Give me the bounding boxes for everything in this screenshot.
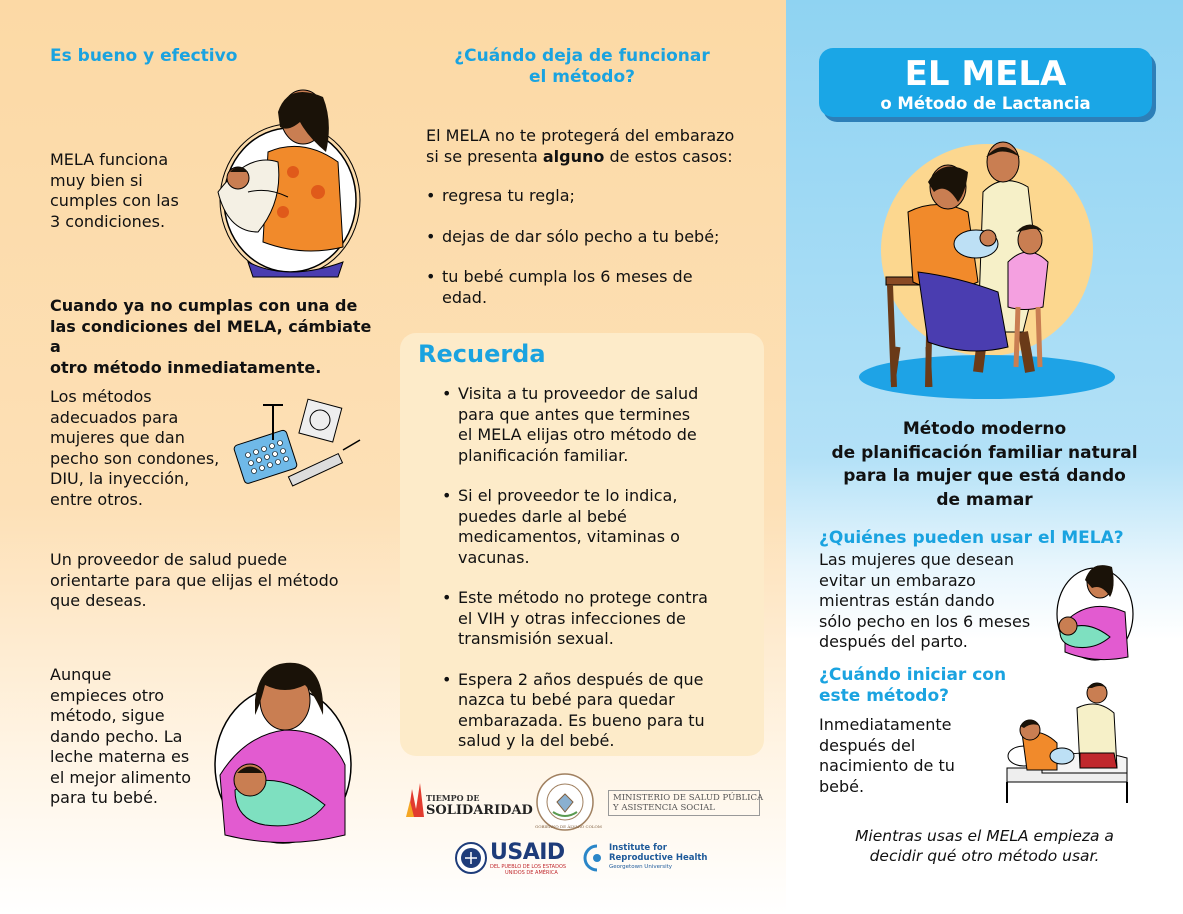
when-to-start-heading bbox=[819, 665, 1006, 707]
text-line: otro método inmediatamente. bbox=[50, 357, 322, 377]
logo-text: Georgetown University bbox=[609, 864, 673, 870]
text-line: después del parto. bbox=[819, 632, 968, 651]
suitable-methods-text bbox=[50, 387, 240, 510]
text-line: empieces otro bbox=[50, 685, 165, 705]
text-line: edad. bbox=[442, 287, 488, 307]
text-line: puedes darle al bebé bbox=[458, 506, 627, 526]
text-line: para tu bebé. bbox=[50, 788, 159, 807]
list-item bbox=[442, 670, 752, 752]
heading-line: ¿Cuándo iniciar con bbox=[819, 665, 1007, 685]
hospital-birth-illustration bbox=[1002, 678, 1132, 810]
text-line: • dejas de dar sólo pecho a tu bebé; bbox=[442, 226, 720, 246]
text-line: DIU, la inyección, bbox=[50, 469, 190, 488]
when-to-start-text bbox=[819, 715, 989, 797]
tagline bbox=[786, 418, 1183, 512]
text-line: mientras están dando bbox=[819, 591, 995, 610]
text-line: MELA funciona bbox=[50, 150, 169, 169]
text-line: Inmediatamente bbox=[819, 715, 952, 734]
tiempo-de-solidaridad-logo bbox=[404, 775, 533, 827]
usaid-wordmark: USAID bbox=[490, 840, 565, 865]
text-line: de planificación familiar natural bbox=[831, 442, 1138, 463]
left-heading: Es bueno y efectivo bbox=[50, 46, 238, 66]
page-subtitle: o Método de Lactancia bbox=[880, 94, 1091, 113]
bold-word: alguno bbox=[542, 146, 605, 166]
stops-working-heading bbox=[400, 46, 764, 88]
who-can-use-heading: ¿Quiénes pueden usar el MELA? bbox=[819, 528, 1124, 548]
footer-note bbox=[786, 826, 1183, 866]
text-line: sólo pecho en los 6 meses bbox=[819, 611, 1031, 631]
text-line: • Si el proveedor te lo indica, bbox=[458, 486, 678, 505]
recuerda-list bbox=[442, 384, 752, 752]
text-line: • Espera 2 años después de que bbox=[458, 669, 704, 689]
text-line: Las mujeres que desean bbox=[819, 550, 1014, 569]
logo-text: DEL PUEBLO DE LOS ESTADOS bbox=[490, 864, 567, 870]
text-line: Método moderno bbox=[902, 419, 1067, 439]
text-line: Aunque bbox=[50, 665, 112, 684]
title-box bbox=[819, 48, 1152, 117]
list-item bbox=[442, 384, 752, 466]
text-line: 3 condiciones. bbox=[50, 211, 166, 231]
list-item bbox=[442, 486, 752, 568]
text-line: muy bien si bbox=[50, 170, 143, 190]
list-item bbox=[442, 588, 752, 650]
mother-with-sling-illustration bbox=[208, 82, 358, 282]
text-line: • Visita a tu proveedor de salud bbox=[458, 384, 699, 403]
text-line bbox=[426, 147, 766, 168]
text-line: mujeres que dan bbox=[50, 428, 185, 447]
contraceptives-illustration bbox=[228, 395, 363, 500]
text-line: evitar un embarazo bbox=[819, 570, 976, 590]
text-line: embarazada. Es bueno para tu bbox=[458, 710, 705, 730]
list-item bbox=[426, 186, 766, 207]
text-line: pecho son condones, bbox=[50, 448, 220, 468]
text-span: de estos casos: bbox=[604, 146, 733, 166]
small-breastfeeding-illustration bbox=[1050, 552, 1135, 664]
text-line: decidir qué otro método usar. bbox=[869, 847, 1100, 865]
text-line: método, sigue bbox=[50, 706, 165, 725]
text-line: dando pecho. La bbox=[50, 726, 183, 746]
text-line: El MELA no te protegerá del embarazo bbox=[426, 126, 735, 145]
ministerio-salud-logo bbox=[608, 790, 764, 816]
logo-text: MINISTERIO DE SALUD PÚBLICA bbox=[613, 793, 764, 803]
keep-breastfeeding-text bbox=[50, 665, 210, 809]
text-line: para la mujer que está dando bbox=[843, 466, 1126, 486]
logo-text: UNIDOS DE AMÉRICA bbox=[505, 870, 558, 876]
family-illustration bbox=[858, 132, 1118, 402]
logo-text: SOLIDARIDAD bbox=[426, 803, 533, 818]
text-line: orientarte para que elijas el método bbox=[50, 570, 339, 590]
text-line: que deseas. bbox=[50, 591, 147, 610]
heading-line: este método? bbox=[819, 686, 949, 706]
gobierno-seal-logo bbox=[535, 772, 602, 832]
text-line: salud y la del bebé. bbox=[458, 731, 615, 750]
text-span: si se presenta bbox=[426, 146, 543, 166]
text-line: entre otros. bbox=[50, 489, 143, 509]
text-line: Un proveedor de salud puede bbox=[50, 550, 288, 569]
text-line: Los métodos bbox=[50, 387, 152, 406]
provider-advice-text bbox=[50, 550, 380, 612]
logo-text: Y ASISTENCIA SOCIAL bbox=[613, 803, 715, 813]
stops-working-intro bbox=[426, 126, 766, 167]
text-line: cumples con las bbox=[50, 191, 179, 210]
text-line: el mejor alimento bbox=[50, 767, 192, 787]
text-line: Mientras usas el MELA empieza a bbox=[855, 827, 1114, 845]
logo-text: TIEMPO DE bbox=[426, 793, 480, 803]
text-line: planificación familiar. bbox=[458, 445, 629, 465]
text-line: nazca tu bebé para quedar bbox=[458, 690, 675, 709]
heading-line: ¿Cuándo deja de funcionar bbox=[454, 46, 710, 66]
text-line: bebé. bbox=[819, 776, 865, 796]
text-line: leche materna es bbox=[50, 747, 190, 766]
logo-text: Institute for bbox=[609, 843, 667, 853]
usaid-logo bbox=[455, 840, 570, 878]
text-line: el VIH y otras infecciones de bbox=[458, 608, 686, 628]
text-line: • regresa tu regla; bbox=[442, 186, 575, 205]
logo-text: Reproductive Health bbox=[609, 853, 708, 863]
seal-text: GOBIERNO DE ÁLVARO COLOM bbox=[535, 824, 602, 829]
text-line: nacimiento de tu bbox=[819, 756, 955, 775]
text-line: después del bbox=[819, 735, 916, 755]
mela-works-text bbox=[50, 150, 220, 232]
stop-cases-list bbox=[426, 186, 766, 308]
page-title: EL MELA bbox=[904, 54, 1067, 94]
text-line: de mamar bbox=[936, 489, 1033, 510]
text-line: adecuados para bbox=[50, 407, 179, 427]
irh-logo bbox=[583, 841, 723, 875]
text-line: vacunas. bbox=[458, 547, 530, 567]
switch-method-warning bbox=[50, 296, 380, 378]
text-line: Cuando ya no cumplas con una de bbox=[50, 296, 358, 315]
text-line: transmisión sexual. bbox=[458, 629, 614, 648]
mother-breastfeeding-illustration bbox=[205, 655, 360, 850]
text-line: el MELA elijas otro método de bbox=[458, 425, 697, 444]
text-line: las condiciones del MELA, cámbiate a bbox=[50, 316, 372, 356]
list-item bbox=[426, 267, 766, 308]
text-line: medicamentos, vitaminas o bbox=[458, 527, 680, 546]
recuerda-title: Recuerda bbox=[418, 340, 546, 368]
list-item bbox=[426, 227, 766, 248]
text-line: • Este método no protege contra bbox=[458, 588, 708, 607]
who-can-use-text bbox=[819, 550, 1049, 653]
text-line: • tu bebé cumpla los 6 meses de bbox=[442, 267, 693, 286]
text-line: para que antes que termines bbox=[458, 404, 691, 424]
heading-line: el método? bbox=[528, 67, 636, 87]
